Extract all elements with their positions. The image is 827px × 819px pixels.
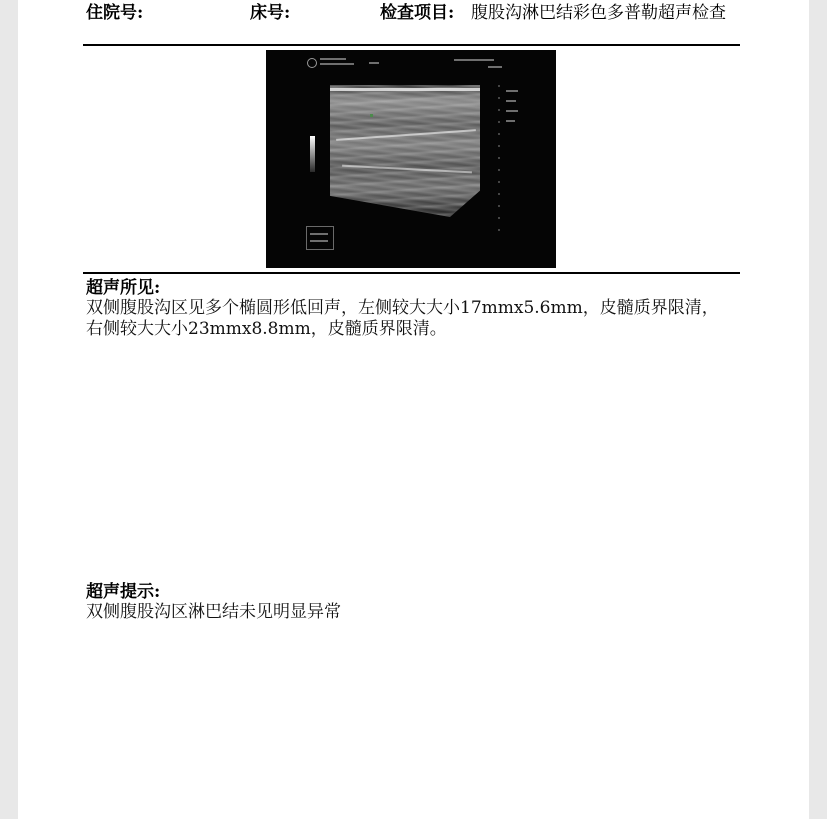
findings-line: 双侧腹股沟区见多个椭圆形低回声，左侧较大大小17mmx5.6mm，皮髓质界限清， <box>86 298 719 318</box>
image-header-text <box>320 58 346 60</box>
image-header-text <box>369 62 379 64</box>
measurement-box <box>306 226 334 250</box>
report-header <box>86 3 740 43</box>
parameter-text <box>506 90 518 92</box>
exam-item-value: 腹股沟淋巴结彩色多普勒超声检查 <box>471 3 726 23</box>
depth-scale <box>498 85 500 235</box>
bed-number-label: 床号: <box>250 3 291 23</box>
image-header-text <box>488 66 502 68</box>
admission-number-label: 住院号: <box>86 3 144 23</box>
image-header-text <box>320 63 354 65</box>
header-divider <box>83 44 740 46</box>
impression-text: 双侧腹股沟区淋巴结未见明显异常 <box>86 602 341 622</box>
image-divider <box>83 272 740 274</box>
ge-logo-icon <box>307 58 317 68</box>
parameter-text <box>506 110 518 112</box>
measurement-text <box>310 233 328 235</box>
ultrasound-image <box>266 50 556 268</box>
ultrasound-scan-area <box>330 85 480 217</box>
impression-title: 超声提示: <box>86 582 161 602</box>
findings-line: 右侧较大大小23mmx8.8mm，皮髓质界限清。 <box>86 319 447 339</box>
parameter-text <box>506 100 516 102</box>
measurement-text <box>310 240 328 242</box>
image-header-text <box>454 59 494 61</box>
color-marker <box>370 114 373 117</box>
findings-text <box>86 298 746 340</box>
exam-item-label: 检查项目: <box>380 3 455 23</box>
findings-title: 超声所见: <box>86 278 161 298</box>
gray-scale-bar <box>310 136 315 172</box>
scan-echo-line <box>330 88 480 91</box>
parameter-text <box>506 120 515 122</box>
